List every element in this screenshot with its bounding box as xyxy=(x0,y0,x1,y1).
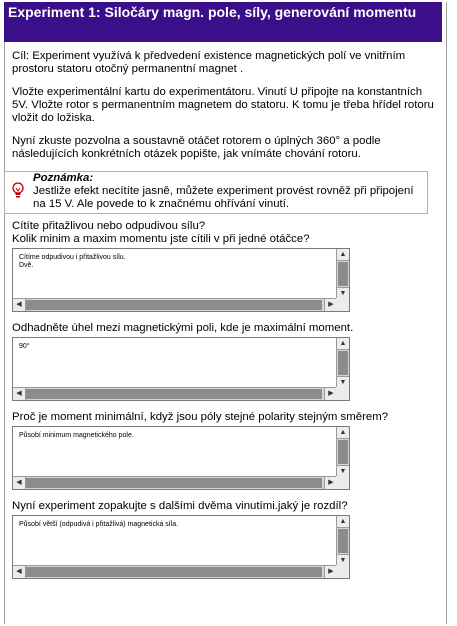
scroll-left-arrow-icon[interactable]: ◀ xyxy=(13,477,26,489)
scroll-thumb[interactable] xyxy=(338,351,348,375)
vertical-scrollbar[interactable] xyxy=(336,249,349,299)
answer-textarea[interactable] xyxy=(12,426,350,490)
page-title: Experiment 1: Siločáry magn. pole, síly, generování momentu xyxy=(4,2,442,42)
lightbulb-icon xyxy=(11,182,25,200)
horizontal-scrollbar[interactable] xyxy=(13,298,337,311)
goal-paragraph: Cíl: Experiment využívá k předvedení existence magnetických polí ve vnitřním prostoru statoru otočný permanentní magnet . xyxy=(12,50,406,75)
note-box xyxy=(4,171,428,214)
question-block-2 xyxy=(12,322,440,401)
answer-textarea[interactable] xyxy=(12,337,350,401)
question-block-3 xyxy=(12,411,440,490)
answer-text[interactable]: Cítíme odpudivou i přitažlivou sílu. Dvě. xyxy=(19,254,126,269)
question-text: Odhadněte úhel mezi magnetickými poli, kde je maximální moment. xyxy=(12,322,354,334)
scroll-thumb[interactable] xyxy=(338,262,348,286)
question-text: Kolik minim a maxim momentu jste cítili v při jedné otáčce? xyxy=(12,233,310,245)
question-text: Cítíte přitažlivou nebo odpudivou sílu? xyxy=(12,220,206,232)
vertical-scrollbar[interactable] xyxy=(336,427,349,477)
scroll-left-arrow-icon[interactable]: ◀ xyxy=(13,566,26,578)
scroll-left-arrow-icon[interactable]: ◀ xyxy=(13,388,26,400)
scroll-right-arrow-icon[interactable]: ▶ xyxy=(324,388,337,400)
scroll-thumb[interactable] xyxy=(26,567,322,577)
scroll-right-arrow-icon[interactable]: ▶ xyxy=(324,477,337,489)
answer-textarea[interactable] xyxy=(12,515,350,579)
vertical-scrollbar[interactable] xyxy=(336,516,349,566)
scroll-thumb[interactable] xyxy=(338,529,348,553)
answer-textarea[interactable] xyxy=(12,248,350,312)
instruction-paragraph: Nyní zkuste pozvolna a soustavně otáčet rotorem o úplných 360° a podle následujících konkrétních otázek popište, jak vnímáte chování rotoru. xyxy=(12,135,381,160)
scroll-down-arrow-icon[interactable]: ▼ xyxy=(337,287,349,299)
note-title: Poznámka: xyxy=(33,172,94,184)
scroll-up-arrow-icon[interactable]: ▲ xyxy=(337,427,349,439)
scrollbar-corner xyxy=(336,298,349,311)
note-text: Jestliže efekt necítíte jasně, můžete experiment provést rovněž při připojení na 15 V. Ale povede to k značnému ohřívání vinutí. xyxy=(33,185,414,210)
scrollbar-corner xyxy=(336,387,349,400)
horizontal-scrollbar[interactable] xyxy=(13,387,337,400)
scrollbar-corner xyxy=(336,565,349,578)
scroll-down-arrow-icon[interactable]: ▼ xyxy=(337,465,349,477)
scroll-thumb[interactable] xyxy=(26,389,322,399)
content-area xyxy=(12,50,440,589)
vertical-scrollbar[interactable] xyxy=(336,338,349,388)
scroll-left-arrow-icon[interactable]: ◀ xyxy=(13,299,26,311)
question-text: Nyní experiment zopakujte s dalšími dvěma vinutími.jaký je rozdíl? xyxy=(12,500,348,512)
question-block-4 xyxy=(12,500,440,579)
scroll-thumb[interactable] xyxy=(26,478,322,488)
scroll-right-arrow-icon[interactable]: ▶ xyxy=(324,566,337,578)
scroll-thumb[interactable] xyxy=(26,300,322,310)
horizontal-scrollbar[interactable] xyxy=(13,565,337,578)
scroll-up-arrow-icon[interactable]: ▲ xyxy=(337,249,349,261)
scroll-thumb[interactable] xyxy=(338,440,348,464)
question-text: Proč je moment minimální, když jsou póly stejné polarity stejným směrem? xyxy=(12,411,389,423)
scroll-down-arrow-icon[interactable]: ▼ xyxy=(337,554,349,566)
question-block-1 xyxy=(12,220,440,312)
scrollbar-corner xyxy=(336,476,349,489)
answer-text[interactable]: 90° xyxy=(19,343,30,350)
scroll-right-arrow-icon[interactable]: ▶ xyxy=(324,299,337,311)
answer-text[interactable]: Působí větší (odpudivá i přitažlivá) magnetická síla. xyxy=(19,521,179,528)
scroll-down-arrow-icon[interactable]: ▼ xyxy=(337,376,349,388)
setup-paragraph: Vložte experimentální kartu do experimentátoru. Vinutí U připojte na konstantních 5V. Vložte rotor s permanentním magnetem do statoru. K tomu je třeba hřídel rotoru vložit do ložiska. xyxy=(12,86,434,124)
scroll-up-arrow-icon[interactable]: ▲ xyxy=(337,338,349,350)
answer-text[interactable]: Působí minimum magnetického pole. xyxy=(19,432,134,439)
scroll-up-arrow-icon[interactable]: ▲ xyxy=(337,516,349,528)
horizontal-scrollbar[interactable] xyxy=(13,476,337,489)
